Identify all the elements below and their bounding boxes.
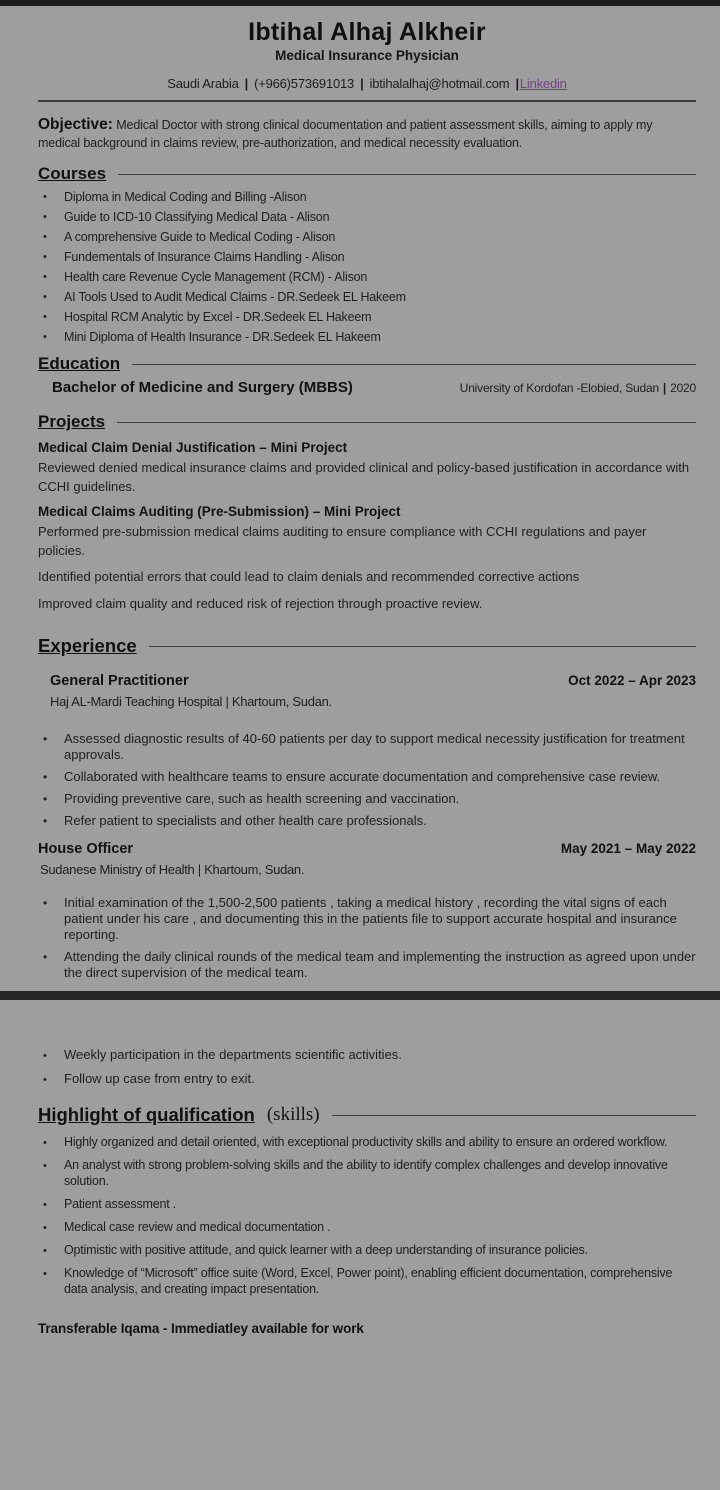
page-top-bar <box>0 0 720 6</box>
course-item: • Fundementals of Insurance Claims Handling - Alison <box>64 251 696 264</box>
objective-label: Objective: <box>38 116 113 133</box>
skill-item: • An analyst with strong problem-solving skills and the ability to identify complex challenges and develop innovative solution. <box>64 1157 682 1189</box>
contact-location: Saudi Arabia <box>167 76 239 91</box>
contact-separator: | <box>244 76 249 91</box>
education-details <box>460 381 696 395</box>
job-bullet-list <box>38 731 696 829</box>
job-bullet: • Attending the daily clinical rounds of the medical team and implementing the instruction as agreed upon under the direct supervision of the medical team. <box>64 949 696 981</box>
education-year: 2020 <box>670 381 696 396</box>
course-item: • Mini Diploma of Health Insurance - DR.Sedeek EL Hakeem <box>64 331 696 344</box>
job-title: House Officer <box>38 841 134 858</box>
projects-heading-label: Projects <box>38 412 106 432</box>
skill-item: • Knowledge of “Microsoft” office suite (Word, Excel, Power point), enabling efficient documentation, comprehensive data analysis, and creating impact presentation. <box>64 1265 682 1297</box>
page-break-divider <box>0 991 720 1000</box>
course-item: • Hospital RCM Analytic by Excel - DR.Sedeek EL Hakeem <box>64 311 696 324</box>
candidate-title: Medical Insurance Physician <box>275 48 459 63</box>
degree-name: Bachelor of Medicine and Surgery (MBBS) <box>52 379 353 397</box>
course-item: • Guide to ICD-10 Classifying Medical Data - Alison <box>64 211 696 224</box>
job-bullet-list <box>38 895 696 981</box>
section-heading-courses <box>38 164 696 184</box>
skills-heading-label: Highlight of qualification <box>38 1104 255 1126</box>
courses-list <box>38 191 696 344</box>
job-bullet: • Refer patient to specialists and other health care professionals. <box>64 813 696 829</box>
section-rule <box>132 364 696 365</box>
job-organization: Haj AL-Mardi Teaching Hospital | Khartoum, Sudan. <box>50 694 332 710</box>
education-entry <box>52 379 696 396</box>
project-description: Identified potential errors that could lead to claim denials and recommended corrective actions <box>38 569 580 585</box>
course-item: • Health care Revenue Cycle Management (RCM) - Alison <box>64 271 696 284</box>
section-heading-education <box>38 354 696 374</box>
project-description: Performed pre-submission medical claims auditing to ensure compliance with CCHI regulations and payer policies. <box>38 524 647 558</box>
candidate-name: Ibtihal Alhaj Alkheir <box>248 18 486 46</box>
project-description: Reviewed denied medical insurance claims and provided clinical and policy-based justification in accordance with CCHI guidelines. <box>38 460 690 494</box>
job-header <box>38 841 696 857</box>
project-title: Medical Claim Denial Justification – Mini Project <box>38 440 348 456</box>
section-rule <box>149 646 696 647</box>
linkedin-link[interactable]: Linkedin <box>519 76 567 91</box>
job-bullet: • Collaborated with healthcare teams to ensure accurate documentation and comprehensive case review. <box>64 769 696 785</box>
job-title: General Practitioner <box>50 673 189 690</box>
section-heading-skills <box>38 1104 696 1126</box>
skill-item: • Patient assessment . <box>64 1196 682 1212</box>
job-dates: Oct 2022 – Apr 2023 <box>568 673 696 689</box>
section-rule <box>117 422 696 423</box>
skill-item: • Medical case review and medical documentation . <box>64 1219 682 1235</box>
education-separator: | <box>662 381 667 396</box>
experience-heading-label: Experience <box>38 635 137 657</box>
project-entry <box>38 440 696 496</box>
job-bullet: • Weekly participation in the departments scientific activities. <box>64 1048 696 1062</box>
job-bullet: • Follow up case from entry to exit. <box>64 1072 696 1086</box>
objective-paragraph <box>38 115 696 152</box>
skill-item: • Highly organized and detail oriented, with exceptional productivity skills and ability to ensure an ordered workflow. <box>64 1134 682 1150</box>
job-organization: Sudanese Ministry of Health | Khartoum, Sudan. <box>40 862 305 878</box>
job-dates: May 2021 – May 2022 <box>560 841 696 857</box>
course-item: • Diploma in Medical Coding and Billing -Alison <box>64 191 696 204</box>
education-institution: University of Kordofan -Elobied, Sudan <box>459 381 659 396</box>
contact-line <box>38 76 696 91</box>
contact-email: ibtihalalhaj@hotmail.com <box>369 76 510 91</box>
section-rule <box>118 174 696 175</box>
course-item: • A comprehensive Guide to Medical Coding - Alison <box>64 231 696 244</box>
skills-heading-suffix: (skills) <box>266 1104 320 1126</box>
project-description: Improved claim quality and reduced risk of rejection through proactive review. <box>38 595 483 611</box>
courses-heading-label: Courses <box>38 164 107 184</box>
job-bullet: • Providing preventive care, such as health screening and vaccination. <box>64 791 696 807</box>
section-rule <box>332 1115 696 1116</box>
project-title: Medical Claims Auditing (Pre-Submission) – Mini Project <box>38 504 401 520</box>
project-entry <box>38 504 696 613</box>
course-item: • AI Tools Used to Audit Medical Claims - DR.Sedeek EL Hakeem <box>64 291 696 304</box>
job-bullet: • Assessed diagnostic results of 40-60 patients per day to support medical necessity justification for treatment approvals. <box>64 731 696 763</box>
section-heading-projects <box>38 412 696 432</box>
job-bullet: • Initial examination of the 1,500-2,500 patients , taking a medical history , recording the vital signs of each patient under his care , and documenting this in the patients file to support accurate hospital and insurance reporting. <box>64 895 696 943</box>
contact-phone: (+966)573691013 <box>254 76 355 91</box>
experience-entry <box>38 841 696 981</box>
experience-entry <box>38 673 696 829</box>
education-heading-label: Education <box>38 354 121 374</box>
contact-separator: | <box>515 76 519 91</box>
resume-document <box>0 18 720 1336</box>
availability-note: Transferable Iqama - Immediatley available for work <box>38 1321 364 1337</box>
section-heading-experience <box>38 635 696 657</box>
skills-list <box>38 1134 696 1297</box>
objective-text: Medical Doctor with strong clinical documentation and patient assessment skills, aiming to apply my medical background in claims review, pre-authorization, and medical necessity evaluation. <box>38 118 653 151</box>
job-header <box>38 673 696 689</box>
job-bullet-list-continued <box>38 1048 696 1086</box>
skill-item: • Optimistic with positive attitude, and quick learner with a deep understanding of insurance policies. <box>64 1242 682 1258</box>
contact-separator: | <box>360 76 364 91</box>
header-divider <box>38 100 696 102</box>
